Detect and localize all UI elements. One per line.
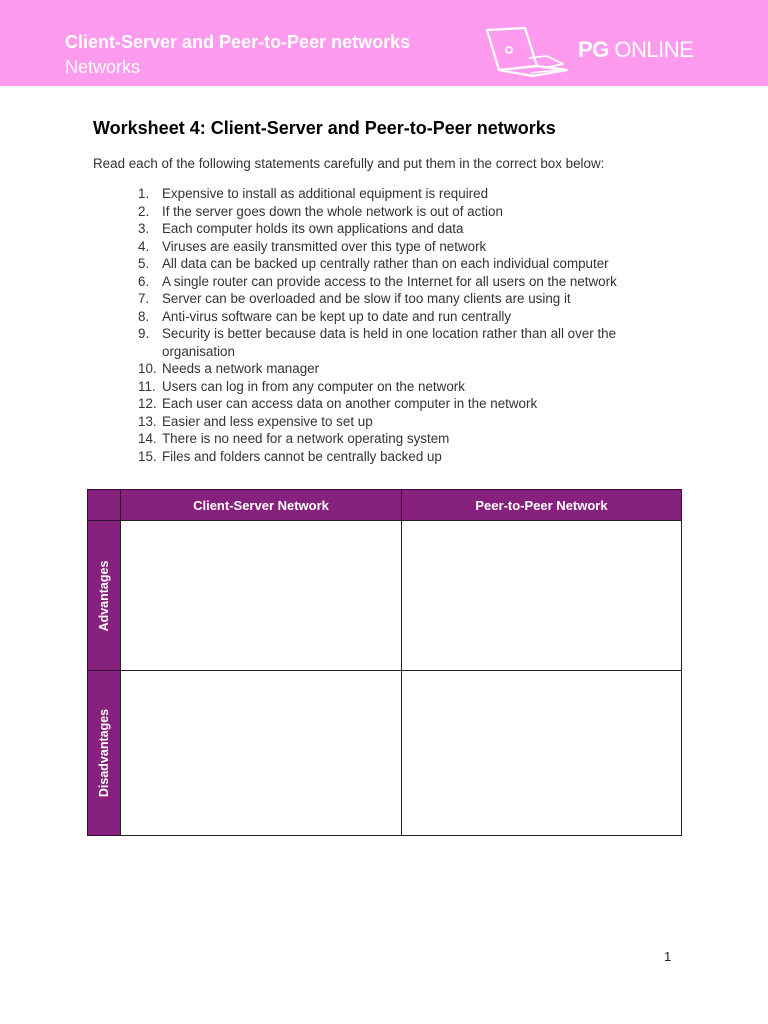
logo-text	[578, 37, 693, 63]
list-item	[138, 185, 658, 203]
page-number: 1	[664, 949, 672, 964]
peer-to-peer-advantages-box[interactable]	[401, 520, 682, 671]
header-subtitle: Networks	[65, 57, 141, 77]
list-item-number: 5.	[138, 256, 150, 271]
list-item-text: Expensive to install as additional equipment is required	[162, 186, 489, 201]
column-header-peer-to-peer	[401, 489, 682, 521]
list-item-number: 7.	[138, 291, 150, 306]
list-item-text: Users can log in from any computer on the network	[162, 378, 465, 394]
column-header-client-server	[120, 489, 402, 521]
row-header-disadvantages	[87, 670, 121, 836]
list-item-number: 14.	[138, 431, 157, 446]
list-item-text: Server can be overloaded and be slow if too many clients are using it	[162, 291, 571, 306]
list-item-text: Needs a network manager	[162, 361, 320, 376]
worksheet-title: Worksheet 4: Client-Server and Peer-to-Peer networks	[93, 118, 556, 138]
list-item-text: All data can be backed up centrally rather than on each individual computer	[162, 256, 609, 271]
list-item-number: 6.	[138, 273, 150, 289]
list-item-text: If the server goes down the whole network is out of action	[162, 203, 503, 219]
list-item-number: 10.	[138, 361, 157, 376]
list-item	[138, 220, 658, 238]
logo-brand-light: ONLINE	[608, 37, 694, 62]
list-item	[138, 413, 658, 431]
logo-brand-bold: PG	[578, 37, 609, 62]
list-item-text: Anti-virus software can be kept up to date and run centrally	[162, 308, 512, 324]
list-item-number: 9.	[138, 326, 150, 341]
list-item	[138, 395, 658, 413]
header-band	[0, 0, 768, 86]
list-item	[138, 238, 658, 256]
client-server-advantages-box[interactable]	[120, 520, 402, 671]
list-item-number: 3.	[138, 221, 150, 236]
row-header-label: Advantages	[97, 560, 111, 631]
list-item-number: 1.	[138, 186, 150, 201]
table-corner-cell	[87, 489, 121, 521]
list-item	[138, 430, 658, 448]
list-item	[138, 290, 658, 308]
list-item	[138, 273, 658, 291]
list-item-text: Viruses are easily transmitted over this type of network	[162, 238, 487, 254]
list-item	[138, 360, 658, 378]
instructions: Read each of the following statements carefully and put them in the correct box below:	[93, 156, 605, 171]
list-item-number: 8.	[138, 308, 150, 324]
list-item-text: A single router can provide access to the Internet for all users on the network	[162, 273, 617, 289]
list-item-text: Easier and less expensive to set up	[162, 413, 373, 429]
list-item-text: Files and folders cannot be centrally backed up	[162, 448, 442, 464]
list-item-number: 15.	[138, 448, 157, 464]
list-item-number: 13.	[138, 413, 157, 429]
list-item-text: Each computer holds its own applications and data	[162, 221, 464, 236]
list-item	[138, 308, 658, 326]
client-server-disadvantages-box[interactable]	[120, 670, 402, 836]
list-item	[138, 203, 658, 221]
list-item	[138, 325, 658, 360]
row-header-advantages	[87, 520, 121, 671]
list-item	[138, 378, 658, 396]
peer-to-peer-disadvantages-box[interactable]	[401, 670, 682, 836]
list-item-number: 12.	[138, 396, 157, 411]
statement-list	[138, 185, 658, 465]
column-header-label: Client-Server Network	[193, 497, 329, 513]
list-item-number: 11.	[138, 378, 156, 394]
list-item	[138, 255, 658, 273]
laptop-icon	[485, 26, 571, 78]
list-item-number: 2.	[138, 203, 150, 219]
list-item	[138, 448, 658, 466]
list-item-text: Security is better because data is held in one location rather than all over the organisation	[162, 326, 617, 359]
header-title: Client-Server and Peer-to-Peer networks	[65, 32, 411, 52]
column-header-label: Peer-to-Peer Network	[475, 497, 608, 513]
list-item-text: Each user can access data on another computer in the network	[162, 396, 538, 411]
list-item-text: There is no need for a network operating system	[162, 431, 450, 446]
sorting-table	[87, 489, 682, 836]
row-header-label: Disadvantages	[97, 708, 111, 798]
list-item-number: 4.	[138, 238, 150, 254]
